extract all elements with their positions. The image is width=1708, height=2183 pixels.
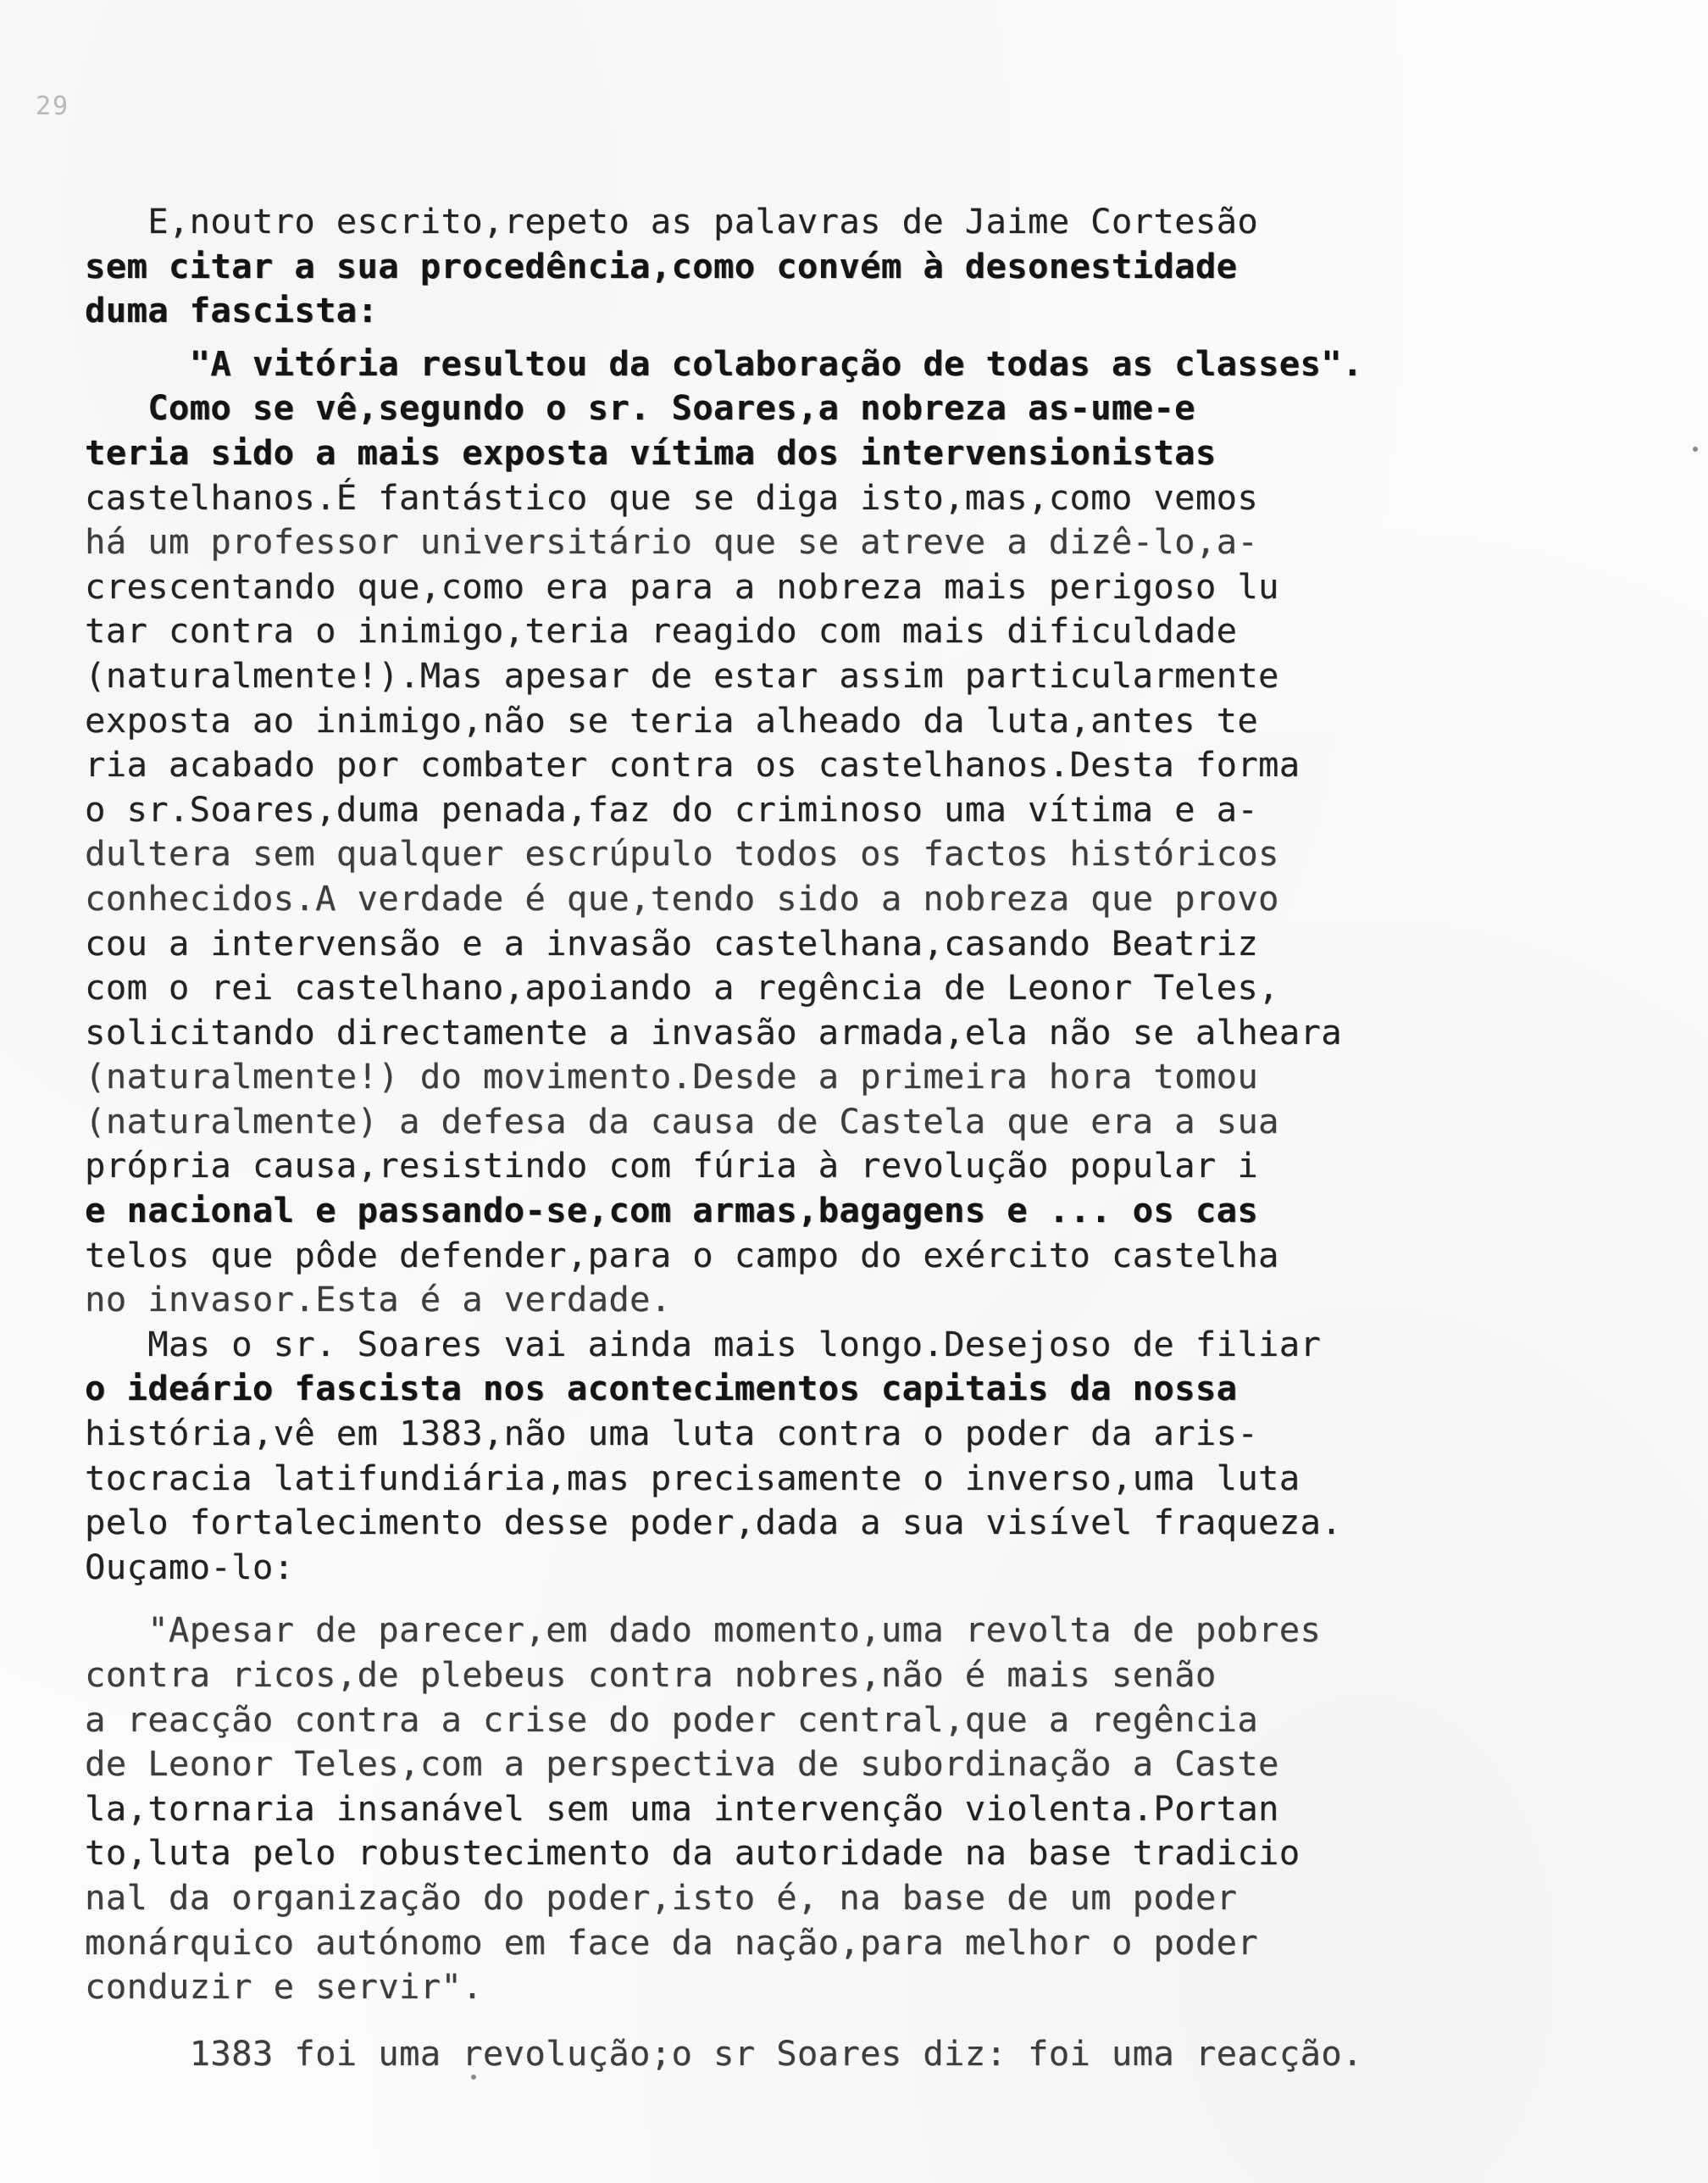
text-line: to,luta pelo robustecimento da autoridade na base tradicio: [85, 1832, 1300, 1874]
text-line: crescentando que,como era para a nobreza mais perigoso lu: [85, 565, 1279, 607]
text-line: sem citar a sua procedência,como convém à desonestidade: [85, 245, 1238, 286]
text-line: com o rei castelhano,apoiando a regência de Leonor Teles,: [85, 967, 1279, 1008]
typewritten-text: [85, 199, 1601, 2075]
speck: [471, 2075, 476, 2080]
text-line: tocracia latifundiária,mas precisamente o inverso,uma luta: [85, 1457, 1300, 1498]
text-line: o ideário fascista nos acontecimentos capitais da nossa: [85, 1368, 1238, 1409]
text-line: há um professor universitário que se atreve a dizê-lo,a-: [85, 521, 1259, 563]
text-line: (naturalmente!) do movimento.Desde a primeira hora tomou: [85, 1056, 1259, 1097]
text-line: conhecidos.A verdade é que,tendo sido a nobreza que provo: [85, 877, 1279, 919]
text-line: "Apesar de parecer,em dado momento,uma revolta de pobres: [85, 1609, 1322, 1651]
text-line: pelo fortalecimento desse poder,dada a sua visível fraqueza.: [85, 1502, 1342, 1543]
text-line: castelhanos.É fantástico que se diga isto,mas,como vemos: [85, 476, 1259, 518]
text-line: de Leonor Teles,com a perspectiva de subordinação a Caste: [85, 1743, 1279, 1785]
text-line: própria causa,resistindo com fúria à revolução popular i: [85, 1145, 1259, 1186]
text-line: E,noutro escrito,repeto as palavras de Jaime Cortesão: [85, 201, 1259, 242]
text-line: telos que pôde defender,para o campo do exército castelha: [85, 1234, 1279, 1275]
text-line: e nacional e passando-se,com armas,bagagens e ... os cas: [85, 1190, 1259, 1231]
text-line: 1383 foi uma revolução;o sr Soares diz: foi uma reacção.: [85, 2032, 1363, 2074]
text-line: no invasor.Esta é a verdade.: [85, 1279, 672, 1320]
text-line: tar contra o inimigo,teria reagido com mais dificuldade: [85, 610, 1238, 652]
page-corner-mark: 29: [36, 92, 70, 121]
text-line: teria sido a mais exposta vítima dos intervensionistas: [85, 431, 1217, 473]
text-line: ria acabado por combater contra os castelhanos.Desta forma: [85, 744, 1300, 786]
text-line: conduzir e servir".: [85, 1966, 483, 2008]
text-line: dultera sem qualquer escrúpulo todos os factos históricos: [85, 833, 1279, 875]
text-line: "A vitória resultou da colaboração de todas as classes".: [85, 342, 1363, 384]
text-line: duma fascista:: [85, 290, 379, 331]
text-line: (naturalmente) a defesa da causa de Castela que era a sua: [85, 1100, 1279, 1141]
text-line: nal da organização do poder,isto é, na base de um poder: [85, 1876, 1238, 1918]
text-line: Mas o sr. Soares vai ainda mais longo.Desejoso de filiar: [85, 1323, 1322, 1364]
speck: [1693, 447, 1698, 452]
text-line: o sr.Soares,duma penada,faz do criminoso uma vítima e a-: [85, 788, 1259, 830]
text-line: solicitando directamente a invasão armada,ela não se alheara: [85, 1011, 1342, 1053]
text-line: monárquico autónomo em face da nação,para melhor o poder: [85, 1921, 1259, 1963]
text-line: Ouçamo-lo:: [85, 1546, 295, 1587]
text-line: contra ricos,de plebeus contra nobres,não é mais senão: [85, 1654, 1217, 1695]
text-line: la,tornaria insanável sem uma intervenção violenta.Portan: [85, 1787, 1279, 1829]
text-line: (naturalmente!).Mas apesar de estar assim particularmente: [85, 654, 1279, 696]
text-line: história,vê em 1383,não uma luta contra o poder da aris-: [85, 1413, 1259, 1454]
text-line: a reacção contra a crise do poder central,que a regência: [85, 1698, 1259, 1740]
text-line: Como se vê,segundo o sr. Soares,a nobreza as-ume-e: [85, 387, 1195, 429]
text-line: cou a intervensão e a invasão castelhana,casando Beatriz: [85, 922, 1259, 964]
text-line: exposta ao inimigo,não se teria alheado da luta,antes te: [85, 699, 1259, 741]
